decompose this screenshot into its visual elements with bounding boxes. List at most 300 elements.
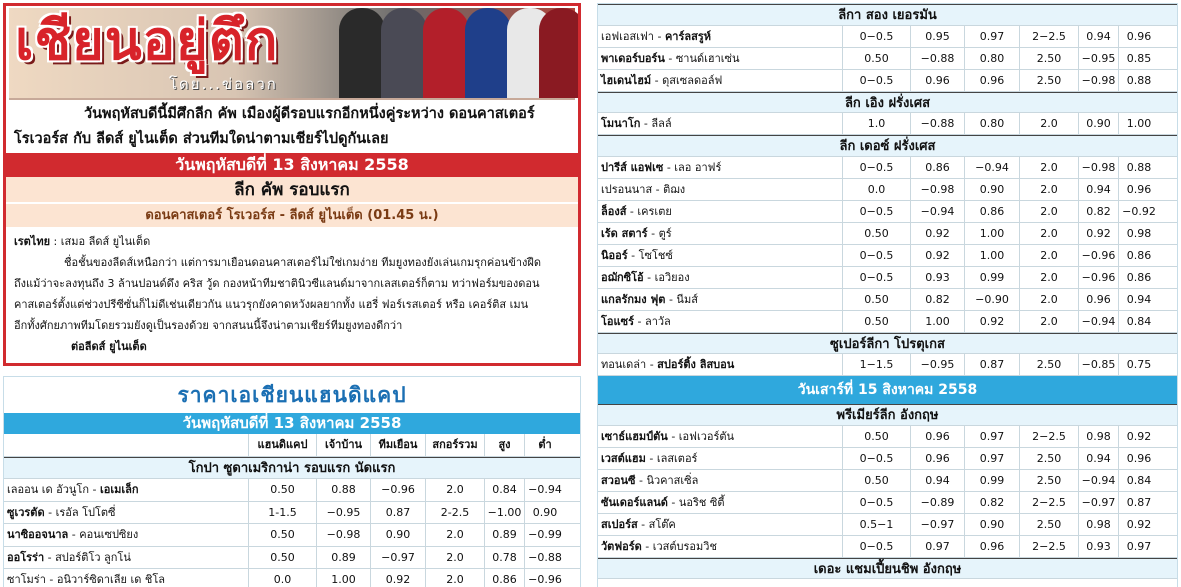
total-line-cell: 2.0 (425, 547, 484, 569)
home-odds-cell: −0.97 (910, 514, 964, 535)
home-team: เซาธ์แฮมป์ตัน (601, 429, 668, 443)
home-odds-cell: 1.00 (910, 311, 964, 332)
home-team: ซาโมร่า (7, 573, 46, 586)
total-line-cell: 2.0 (1019, 113, 1078, 134)
league-header: ลีก เอิง ฝรั่งเศส (598, 92, 1177, 114)
handicap-cell: 0.50 (842, 48, 910, 69)
player-photo (539, 8, 581, 98)
away-team: นิวคาสเซิ่ล (646, 473, 699, 487)
away-team: ลาวัล (644, 314, 671, 328)
away-odds-cell: 0.97 (964, 448, 1019, 469)
over-odds-cell: −0.98 (1078, 70, 1118, 91)
total-line-cell: 2.0 (425, 569, 484, 587)
total-line-cell: 2−2.5 (1019, 536, 1078, 557)
team-separator: - (640, 117, 652, 130)
total-line-cell: 2.50 (1019, 514, 1078, 535)
away-odds-cell: 0.90 (370, 524, 425, 546)
home-team: โอแซร์ (601, 314, 634, 328)
handicap-cell: 1.0 (842, 113, 910, 134)
home-team: ล็องส์ (601, 204, 627, 218)
away-team: โซโชซ์ (638, 248, 673, 262)
team-separator: - (626, 204, 638, 218)
home-odds-cell: −0.98 (910, 179, 964, 200)
away-odds-cell: 0.87 (964, 354, 1019, 375)
away-odds-cell: 0.90 (964, 179, 1019, 200)
away-team: สโต๊ค (648, 517, 676, 531)
preview-text: ชื่อชั้นของลีดส์เหนือกว่า แต่การมาเยือนดอนคาสเตอร์ไม่ใช่เกมง่าย ทีมยูงทองยังเล่นเกมรุกค่อนข้างฝืด (64, 256, 542, 269)
total-line-cell: 2.0 (1019, 267, 1078, 288)
over-odds-cell: −0.94 (1078, 470, 1118, 491)
total-line-cell: 2.0 (1019, 245, 1078, 266)
home-team: อฌักซิโอ้ (601, 270, 644, 284)
date-bar: วันเสาร์ที่ 15 สิงหาคม 2558 (598, 376, 1177, 404)
table-row (598, 448, 1177, 470)
team-separator: - (68, 528, 80, 541)
away-team: ดุสเซลดอล์ฟ (662, 73, 723, 87)
handicap-cell: 0.50 (842, 470, 910, 491)
table-row (598, 223, 1177, 245)
over-odds-cell: 0.92 (1078, 223, 1118, 244)
away-team: คอนเซปซิยง (79, 528, 139, 541)
team-separator: - (643, 270, 655, 284)
total-line-cell: 2.0 (1019, 311, 1078, 332)
away-odds-cell: −0.94 (964, 157, 1019, 178)
away-odds-cell: 0.96 (964, 536, 1019, 557)
handicap-cell: 1-1.5 (248, 502, 316, 524)
under-odds-cell: −0.96 (524, 569, 565, 587)
col-handicap: แฮนดิแคป (248, 434, 316, 456)
odds-panel (3, 376, 581, 587)
over-odds-cell: 0.82 (1078, 201, 1118, 222)
away-team: เอวิยอง (654, 270, 690, 284)
away-team: เอฟเวอร์ตัน (678, 429, 735, 443)
team-separator: - (627, 248, 639, 262)
total-line-cell: 2.0 (1019, 179, 1078, 200)
table-row (598, 289, 1177, 311)
away-team: เวสต์บรอมวิช (652, 539, 717, 553)
table-row (598, 48, 1177, 70)
over-odds-cell: 0.98 (1078, 426, 1118, 447)
match-teams (4, 524, 248, 546)
team-separator: - (44, 550, 56, 564)
odds-column-header (4, 434, 580, 457)
column-article (3, 3, 581, 366)
home-odds-cell: 0.94 (910, 470, 964, 491)
home-team: วัตฟอร์ด (601, 539, 642, 553)
under-odds-cell: 0.84 (1118, 470, 1159, 491)
handicap-cell: 1−1.5 (842, 354, 910, 375)
handicap-cell: 0.50 (842, 223, 910, 244)
odds-table (598, 4, 1177, 579)
over-odds-cell: −0.98 (1078, 157, 1118, 178)
match-teams (598, 113, 842, 134)
match-teams (598, 157, 842, 178)
table-row (598, 514, 1177, 536)
under-odds-cell: 0.85 (1118, 48, 1159, 69)
table-row (598, 536, 1177, 558)
over-odds-cell: 0.89 (484, 524, 524, 546)
total-line-cell: 2.0 (1019, 289, 1078, 310)
match-teams (598, 492, 842, 513)
betting-tip: ต่อลีดส์ ยูไนเต็ด (71, 340, 147, 353)
match-title: ดอนคาสเตอร์ โรเวอร์ส - ลีดส์ ยูไนเต็ด (01.45 น.) (6, 204, 578, 227)
away-odds-cell: 0.99 (964, 470, 1019, 491)
home-team: เอฟเอสเฟา (601, 29, 654, 43)
home-odds-cell: −0.95 (316, 502, 370, 524)
under-odds-cell: 0.92 (1118, 426, 1159, 447)
away-odds-cell: 0.92 (964, 311, 1019, 332)
home-odds-cell: 0.95 (910, 26, 964, 47)
total-line-cell: 2.0 (1019, 157, 1078, 178)
home-team: ออโรร่า (7, 550, 45, 564)
handicap-cell: 0.50 (842, 311, 910, 332)
table-row (598, 113, 1177, 135)
total-line-cell: 2.0 (1019, 201, 1078, 222)
away-odds-cell: −0.96 (370, 479, 425, 501)
under-odds-cell: 0.96 (1118, 26, 1159, 47)
team-separator: - (45, 573, 57, 586)
total-line-cell: 2−2.5 (1019, 426, 1078, 447)
over-odds-cell: −0.97 (1078, 492, 1118, 513)
away-team: เลอ อาฟร์ (674, 160, 722, 174)
home-team: พาเดอร์บอร์น (601, 51, 665, 65)
league-header: ลีก เดอซ์ ฝรั่งเศส (598, 135, 1177, 157)
away-odds-cell: 0.86 (964, 201, 1019, 222)
team-separator: - (651, 73, 663, 87)
match-teams (598, 70, 842, 91)
over-odds-cell: 0.98 (1078, 514, 1118, 535)
away-odds-cell: 0.97 (964, 426, 1019, 447)
table-row (598, 311, 1177, 333)
home-team: เปรอนนาส (601, 182, 653, 196)
match-teams (598, 470, 842, 491)
over-odds-cell: −0.85 (1078, 354, 1118, 375)
away-odds-cell: 0.90 (964, 514, 1019, 535)
table-row (598, 179, 1177, 201)
total-line-cell: 2−2.5 (1019, 26, 1078, 47)
table-row (598, 201, 1177, 223)
under-odds-cell: 0.84 (1118, 311, 1159, 332)
column-logo: เชียนอยู่ตึก (15, 9, 279, 72)
away-odds-cell: 0.97 (964, 26, 1019, 47)
over-odds-cell: 0.96 (1078, 289, 1118, 310)
handicap-cell: 0−0.5 (842, 70, 910, 91)
home-team: ไฮเดนไฮม์ (601, 73, 652, 87)
handicap-cell: 0−0.5 (842, 201, 910, 222)
col-under: ต่ำ (524, 434, 565, 456)
handicap-cell: 0.0 (842, 179, 910, 200)
handicap-cell: 0.50 (248, 479, 316, 501)
away-team: ซานด์เฮาเซ่น (675, 51, 740, 65)
away-team: ลีลล์ (651, 117, 672, 130)
under-odds-cell: 0.86 (1118, 245, 1159, 266)
home-team: สเปอร์ส (601, 517, 638, 531)
header-spacer (4, 434, 248, 456)
column-banner (9, 8, 575, 100)
col-home: เจ้าบ้าน (316, 434, 370, 456)
team-separator: - (645, 451, 657, 465)
table-row (598, 70, 1177, 92)
preview-text: อีกทั้งศักยภาพทีมโดยรวมยังดูเป็นรองด้วย จากสนนนี้จึงน่าตามเชียร์ทีมยูงทองดีกว่า (14, 319, 403, 332)
home-odds-cell: 0.92 (910, 223, 964, 244)
team-separator: - (667, 429, 679, 443)
away-odds-cell: 0.99 (964, 267, 1019, 288)
home-odds-cell: −0.89 (910, 492, 964, 513)
match-teams (4, 547, 248, 569)
total-line-cell: 2.0 (425, 479, 484, 501)
over-odds-cell: 0.93 (1078, 536, 1118, 557)
handicap-cell: 0−0.5 (842, 536, 910, 557)
under-odds-cell: −0.88 (524, 547, 565, 569)
match-teams (598, 514, 842, 535)
over-odds-cell: −0.96 (1078, 267, 1118, 288)
table-row (598, 245, 1177, 267)
handicap-cell: 0.50 (248, 547, 316, 569)
under-odds-cell: 0.90 (524, 502, 565, 524)
total-line-cell: 2−2.5 (1019, 492, 1078, 513)
away-team: เลสเตอร์ (656, 451, 698, 465)
column-byline: โดย...ข่อลวก (169, 75, 278, 93)
match-teams (598, 201, 842, 222)
home-team: นาซิออจนาล (7, 528, 69, 541)
rating-line (14, 231, 570, 252)
over-odds-cell: −0.96 (1078, 245, 1118, 266)
away-odds-cell: 1.00 (964, 245, 1019, 266)
away-team: สปอร์ติโว ลูกโน่ (55, 550, 131, 564)
table-row (4, 547, 580, 570)
over-odds-cell: 0.94 (1078, 179, 1118, 200)
team-separator: - (664, 51, 676, 65)
team-separator: - (633, 314, 645, 328)
col-over: สูง (484, 434, 524, 456)
match-teams (598, 354, 842, 375)
table-row (598, 492, 1177, 514)
preview-text: คาสเตอร์ตั้งแต่ช่วงปรีซีซั่นก็ไม่ดีเช่นเดียวกัน แนวรุกยังคาดหวังผลยากทั้ง แฮรี่ ฟอร์เรสเตอร์ หรือ เคอร์ติส เมน (14, 298, 529, 311)
match-teams (598, 311, 842, 332)
total-line-cell: 2.50 (1019, 48, 1078, 69)
under-odds-cell: 0.96 (1118, 448, 1159, 469)
away-team: สปอร์ติ้ง ลิสบอน (657, 358, 735, 371)
total-line-cell: 2.0 (425, 524, 484, 546)
home-odds-cell: 0.96 (910, 70, 964, 91)
league-title: ลีก คัพ รอบแรก (6, 177, 578, 204)
home-odds-cell: 0.96 (910, 448, 964, 469)
odds-panel-right (597, 3, 1178, 587)
team-separator: - (635, 473, 647, 487)
league-header: พรีเมียร์ลีก อังกฤษ (598, 404, 1177, 426)
league-header: ลีกา สอง เยอรมัน (598, 4, 1177, 26)
match-teams (4, 502, 248, 524)
under-odds-cell: −0.92 (1118, 201, 1159, 222)
away-team: เอเมเล็ก (99, 483, 139, 496)
total-line-cell: 2-2.5 (425, 502, 484, 524)
table-row (598, 426, 1177, 448)
home-team: เวสต์แฮม (601, 451, 646, 465)
under-odds-cell: 0.98 (1118, 223, 1159, 244)
handicap-cell: 0−0.5 (842, 157, 910, 178)
over-odds-cell: 0.78 (484, 547, 524, 569)
under-odds-cell: 0.97 (1118, 536, 1159, 557)
team-separator: - (637, 517, 649, 531)
intro-line: โรเวอร์ส กับ ลีดส์ ยูไนเต็ด ส่วนทีมใดน่าตามเชียร์ไปดูกันเลย (14, 131, 389, 147)
handicap-cell: 0−0.5 (842, 448, 910, 469)
home-odds-cell: 0.93 (910, 267, 964, 288)
match-teams (598, 448, 842, 469)
home-team: ปารีส์ แอฟเซ (601, 160, 664, 174)
away-team: เรอัล โปโตซี่ (55, 505, 116, 519)
match-teams (598, 26, 842, 47)
team-separator: - (44, 505, 56, 519)
match-teams (598, 48, 842, 69)
home-team: นิออร์ (601, 248, 628, 262)
away-team: ตูร์ (658, 226, 672, 240)
home-team: ซันเดอร์แลนด์ (601, 495, 668, 509)
home-odds-cell: −0.98 (316, 524, 370, 546)
league-header: โกปา ซูดาเมริกาน่า รอบแรก นัดแรก (4, 457, 580, 480)
odds-table (4, 457, 580, 587)
over-odds-cell: 0.94 (1078, 26, 1118, 47)
home-odds-cell: 0.96 (910, 426, 964, 447)
handicap-cell: 0−0.5 (842, 492, 910, 513)
home-team: แกลรักมง ฟุต (601, 292, 666, 306)
league-header: เดอะ แชมเปี้ยนชิพ อังกฤษ (598, 558, 1177, 580)
home-odds-cell: 0.89 (316, 547, 370, 569)
odds-date-bar: วันพฤหัสบดีที่ 13 สิงหาคม 2558 (4, 413, 580, 434)
home-odds-cell: 0.82 (910, 289, 964, 310)
team-separator: - (667, 495, 679, 509)
away-odds-cell: 0.82 (964, 492, 1019, 513)
player-photo (423, 8, 469, 98)
under-odds-cell: 1.00 (1118, 113, 1159, 134)
table-row (598, 26, 1177, 48)
team-separator: - (647, 226, 659, 240)
match-teams (598, 223, 842, 244)
home-odds-cell: 0.97 (910, 536, 964, 557)
home-team: สวอนซี (601, 473, 636, 487)
away-odds-cell: −0.97 (370, 547, 425, 569)
team-separator: - (89, 483, 100, 496)
total-line-cell: 2.50 (1019, 470, 1078, 491)
player-photo (381, 8, 427, 98)
home-odds-cell: 0.88 (316, 479, 370, 501)
over-odds-cell: −1.00 (484, 502, 524, 524)
home-odds-cell: −0.95 (910, 354, 964, 375)
rating-value: : เสมอ ลีดส์ ยูไนเต็ด (50, 235, 151, 248)
table-row (598, 267, 1177, 289)
table-row (4, 502, 580, 525)
total-line-cell: 2.50 (1019, 448, 1078, 469)
match-teams (598, 536, 842, 557)
away-team: นีมส์ (676, 292, 698, 306)
away-odds-cell: 1.00 (964, 223, 1019, 244)
under-odds-cell: 0.96 (1118, 179, 1159, 200)
over-odds-cell: −0.95 (1078, 48, 1118, 69)
handicap-cell: 0−0.5 (842, 267, 910, 288)
match-teams (4, 569, 248, 587)
under-odds-cell: −0.94 (524, 479, 565, 501)
odds-title: ราคาเอเชียนแฮนดิแคป (177, 383, 407, 407)
league-header: ซูเปอร์ลีกา โปรตุเกส (598, 333, 1177, 355)
home-team: เลออน เด อัวนูโก (7, 483, 90, 496)
home-odds-cell: 0.86 (910, 157, 964, 178)
player-photo (339, 8, 385, 98)
rating-label: เรตไทย (14, 235, 51, 248)
total-line-cell: 2.0 (1019, 223, 1078, 244)
over-odds-cell: 0.86 (484, 569, 524, 587)
away-team: ติฌง (663, 182, 686, 196)
under-odds-cell: 0.75 (1118, 354, 1159, 375)
under-odds-cell: 0.88 (1118, 157, 1159, 178)
home-team: โมนาโก (601, 117, 641, 130)
handicap-cell: 0.50 (842, 289, 910, 310)
handicap-cell: 0.5−1 (842, 514, 910, 535)
team-separator: - (663, 160, 675, 174)
match-teams (598, 289, 842, 310)
away-odds-cell: 0.96 (964, 70, 1019, 91)
away-odds-cell: −0.90 (964, 289, 1019, 310)
home-odds-cell: 1.00 (316, 569, 370, 587)
away-odds-cell: 0.92 (370, 569, 425, 587)
under-odds-cell: 0.86 (1118, 267, 1159, 288)
team-separator: - (653, 29, 665, 43)
match-teams (598, 426, 842, 447)
intro-text (6, 100, 578, 152)
under-odds-cell: 0.92 (1118, 514, 1159, 535)
col-total: สกอร์รวม (425, 434, 484, 456)
under-odds-cell: −0.99 (524, 524, 565, 546)
team-separator: - (641, 539, 653, 553)
table-row (4, 524, 580, 547)
over-odds-cell: 0.94 (1078, 448, 1118, 469)
handicap-cell: 0.0 (248, 569, 316, 587)
team-separator: - (665, 292, 677, 306)
over-odds-cell: −0.94 (1078, 311, 1118, 332)
away-team: คาร์ลสรูห์ (664, 29, 711, 43)
team-separator: - (646, 358, 658, 371)
table-row (4, 569, 580, 587)
home-odds-cell: −0.88 (910, 48, 964, 69)
handicap-cell: 0−0.5 (842, 245, 910, 266)
player-photo (465, 8, 511, 98)
total-line-cell: 2.50 (1019, 354, 1078, 375)
table-row (598, 354, 1177, 376)
home-team: เร้ด สตาร์ (601, 226, 648, 240)
intro-line: วันพฤหัสบดีนี้มีศึกลีก คัพ เมืองผู้ดีรอบแรกอีกหนึ่งคู่ระหว่าง ดอนคาสเตอร์ (84, 106, 535, 122)
home-team: ซูเวรตัด (7, 505, 45, 519)
total-line-cell: 2.50 (1019, 70, 1078, 91)
away-odds-cell: 0.87 (370, 502, 425, 524)
away-team: นอริช ซิตี้ (678, 495, 725, 509)
team-separator: - (652, 182, 664, 196)
home-odds-cell: −0.88 (910, 113, 964, 134)
under-odds-cell: 0.88 (1118, 70, 1159, 91)
handicap-cell: 0.50 (248, 524, 316, 546)
over-odds-cell: 0.84 (484, 479, 524, 501)
away-team: เครเตย (637, 204, 672, 218)
table-row (4, 479, 580, 502)
col-away: ทีมเยือน (370, 434, 425, 456)
match-teams (598, 267, 842, 288)
match-teams (598, 179, 842, 200)
under-odds-cell: 0.87 (1118, 492, 1159, 513)
away-team: อนิวาร์ซิดาเลีย เด ชิโล (56, 573, 165, 586)
home-odds-cell: 0.92 (910, 245, 964, 266)
match-teams (598, 245, 842, 266)
over-odds-cell: 0.90 (1078, 113, 1118, 134)
match-preview (6, 227, 578, 361)
under-odds-cell: 0.94 (1118, 289, 1159, 310)
away-odds-cell: 0.80 (964, 48, 1019, 69)
